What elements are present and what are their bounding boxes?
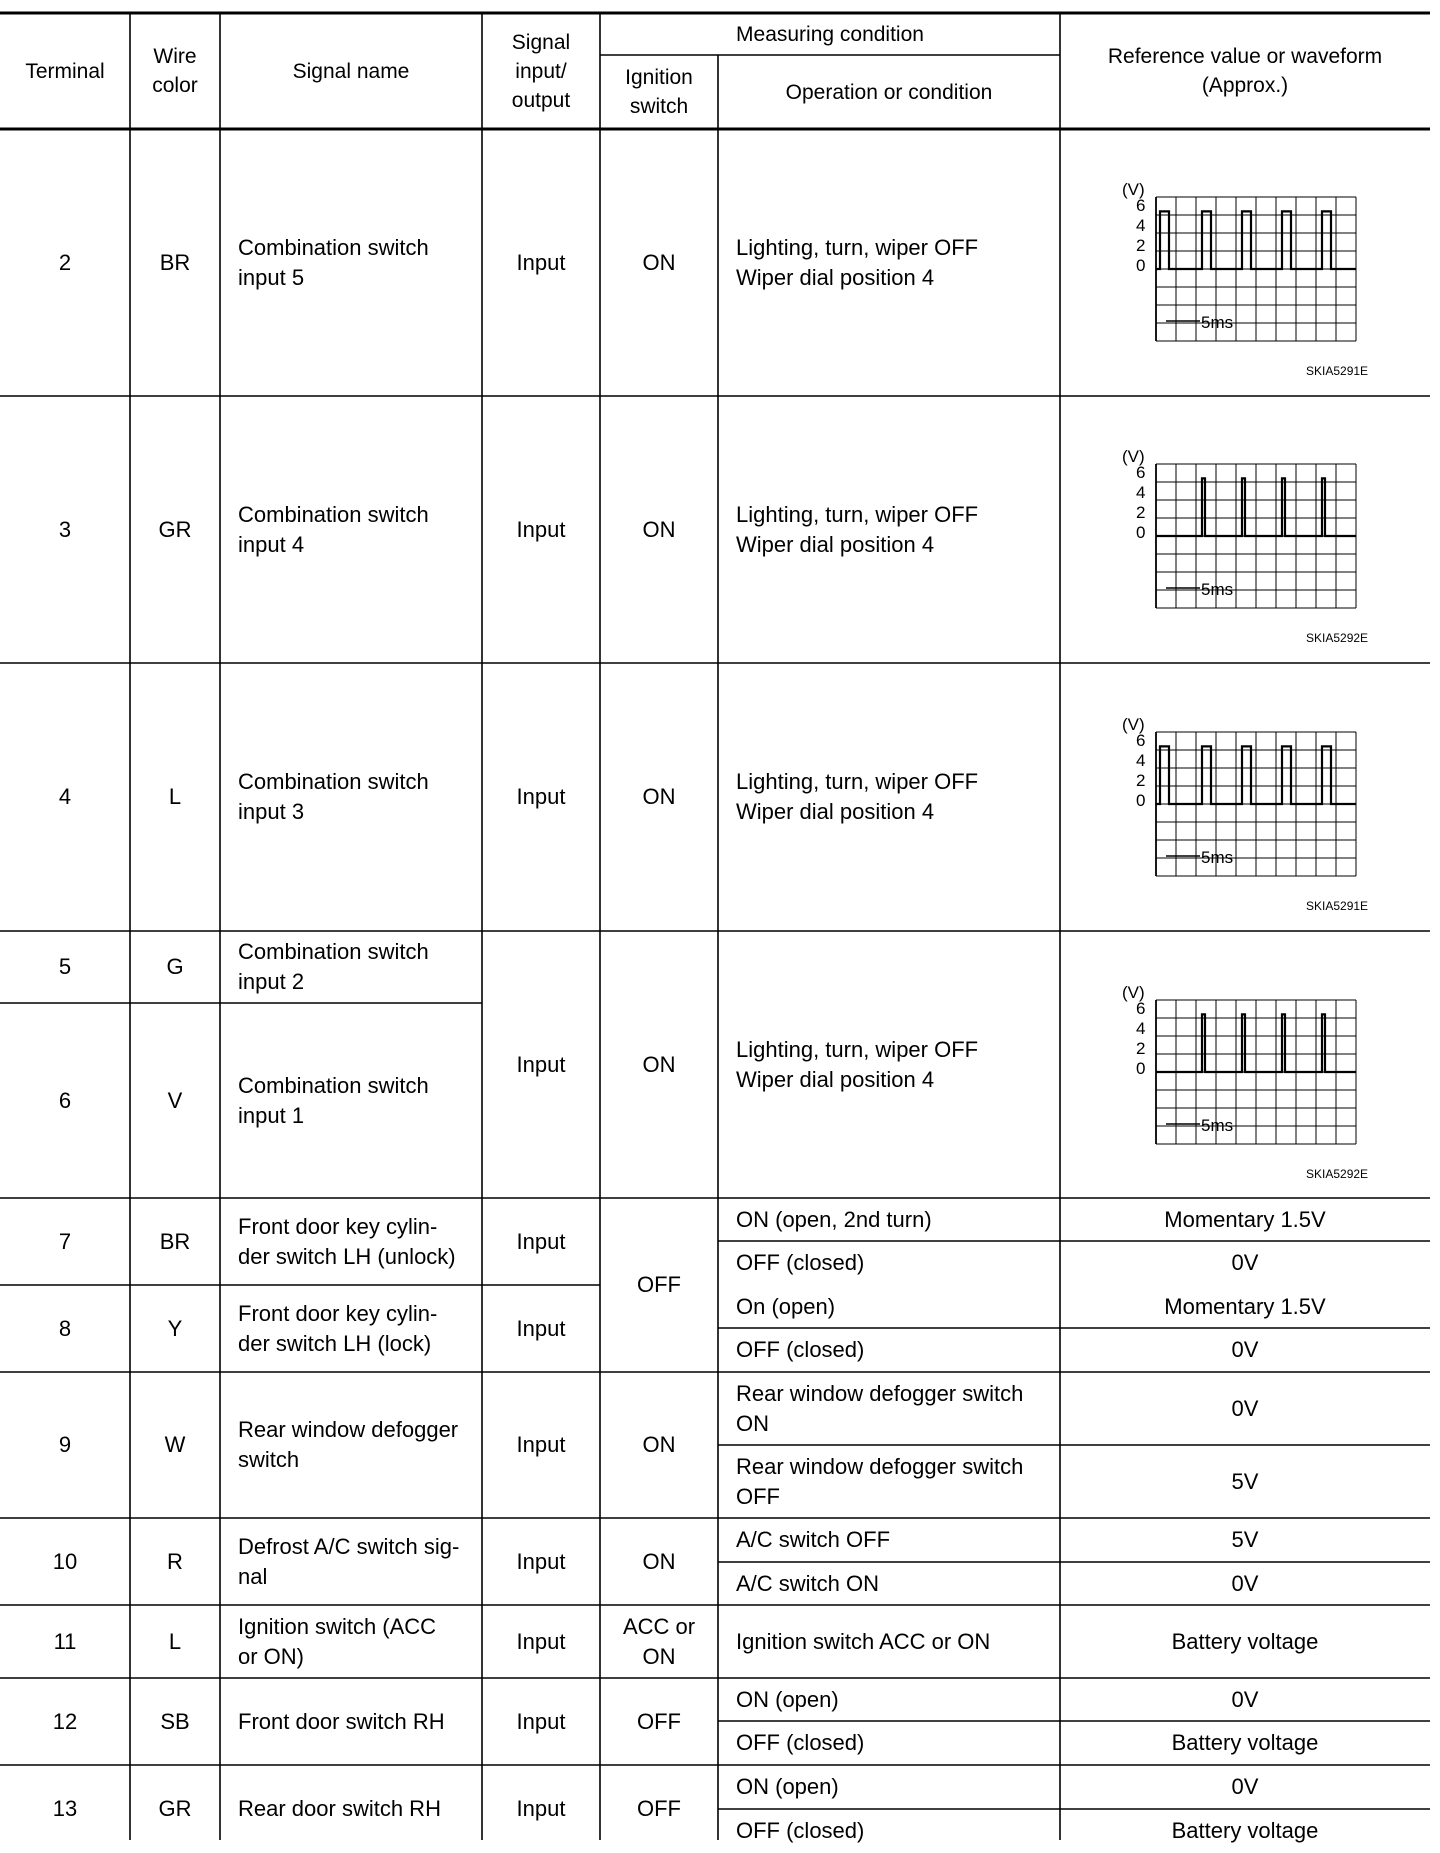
signal-io-cell: Input [516,249,566,275]
time-scale-label: 5ms [1201,580,1234,599]
signal-name-cell: Combination switch input 1 [238,1072,429,1128]
reference-cell: 0V [1231,1570,1259,1596]
terminal-cell: 9 [58,1432,72,1457]
signal-name-cell: Front door switch RH [238,1708,445,1734]
reference-cell: 0V [1231,1395,1259,1421]
figure-code: SKIA5291E [1306,364,1369,378]
header-operation: Operation or condition [785,80,993,104]
signal-name-cell: Rear door switch RH [238,1796,441,1821]
waveform-tick-label: 0 [1136,256,1146,275]
waveform-diagram [1110,442,1410,652]
ignition-cell: ON [642,784,676,809]
waveform-tick-label: 2 [1136,503,1146,522]
waveform-unit-label: (V) [1122,983,1145,1002]
operation-cell: Lighting, turn, wiper OFF Wiper dial position 4 [736,769,979,824]
signal-name-cell: Combination switch input 5 [238,234,429,290]
reference-cell: 5V [1231,1527,1259,1552]
ignition-cell: OFF [637,1708,681,1734]
waveform-tick-label: 6 [1136,731,1146,750]
header-terminal: Terminal [25,59,105,83]
ignition-cell: OFF [637,1272,681,1297]
waveform-tick-label: 2 [1136,236,1146,255]
operation-cell: Ignition switch ACC or ON [736,1628,991,1654]
terminal-cell: 3 [58,516,72,542]
waveform-tick-label: 6 [1136,463,1146,482]
figure-code: SKIA5291E [1306,899,1369,913]
operation-cell: A/C switch OFF [736,1527,891,1552]
operation-cell: Lighting, turn, wiper OFF Wiper dial position 4 [736,1036,979,1092]
figure-code: SKIA5292E [1306,1167,1369,1181]
terminal-cell: 4 [58,784,72,809]
time-scale-label: 5ms [1201,1116,1234,1135]
header-signal-name: Signal name [292,59,410,83]
operation-cell: Rear window defogger switch ON [736,1380,1024,1436]
signal-io-cell: Input [516,1228,566,1254]
reference-cell: 0V [1231,1686,1259,1712]
wire-color-cell: L [168,1628,182,1654]
operation-cell: A/C switch ON [736,1570,880,1596]
wire-color-cell: Y [167,1315,183,1341]
signal-io-cell: Input [516,784,566,809]
signal-io-cell: Input [516,1548,566,1574]
signal-io-cell: Input [516,1315,566,1341]
wire-color-cell: W [164,1432,186,1457]
terminal-cell: 10 [52,1548,78,1574]
signal-io-cell: Input [516,1051,566,1077]
terminal-cell: 12 [52,1708,78,1734]
waveform-diagram [1110,978,1410,1188]
operation-cell: ON (open) [736,1774,839,1799]
reference-cell: Battery voltage [1171,1730,1319,1755]
operation-cell: OFF (closed) [736,1730,865,1755]
waveform-tick-label: 2 [1136,771,1146,790]
waveform-tick-label: 4 [1136,483,1146,502]
wire-color-cell: R [167,1548,183,1574]
operation-cell: ON (open) [736,1686,839,1712]
wire-color-cell: G [166,954,184,979]
waveform-diagram [1110,175,1410,385]
waveform-diagram [1110,710,1410,920]
operation-cell: Lighting, turn, wiper OFF Wiper dial position 4 [736,501,979,557]
waveform-tick-label: 0 [1136,523,1146,542]
wire-color-cell: BR [159,1228,191,1254]
signal-io-cell: Input [516,1432,566,1457]
ignition-cell: ACC or ON [622,1613,696,1669]
waveform-tick-label: 6 [1136,999,1146,1018]
time-scale-label: 5ms [1201,848,1234,867]
operation-cell: ON (open, 2nd turn) [736,1206,932,1232]
ignition-cell: ON [642,1051,676,1077]
waveform-unit-label: (V) [1122,447,1145,466]
terminal-cell: 2 [58,249,72,275]
ignition-cell: OFF [637,1796,681,1821]
reference-cell: 0V [1231,1774,1259,1799]
terminal-cell: 6 [58,1087,72,1113]
wire-color-cell: GR [158,516,192,542]
operation-cell: Rear window defogger switch OFF [736,1453,1024,1509]
waveform-tick-label: 6 [1136,196,1146,215]
header-wire-color: Wire color [152,45,198,97]
wire-color-cell: SB [160,1708,190,1734]
signal-io-cell: Input [516,516,566,542]
reference-cell: Momentary 1.5V [1164,1293,1326,1319]
operation-cell: OFF (closed) [736,1250,865,1275]
waveform-tick-label: 4 [1136,1019,1146,1038]
terminal-cell: 8 [58,1315,72,1341]
operation-cell: OFF (closed) [736,1337,865,1362]
operation-cell: On (open) [736,1293,836,1319]
waveform-unit-label: (V) [1122,715,1145,734]
reference-cell: Battery voltage [1171,1818,1319,1843]
ignition-cell: ON [642,1548,676,1574]
signal-name-cell: Front door key cylin- der switch LH (lock) [238,1300,438,1356]
time-scale-label: 5ms [1201,313,1234,332]
terminal-cell: 5 [58,954,72,979]
reference-cell: 0V [1231,1337,1259,1362]
signal-name-cell: Ignition switch (ACC or ON) [238,1613,437,1669]
waveform-tick-label: 4 [1136,216,1146,235]
reference-cell: 0V [1231,1250,1259,1275]
signal-io-cell: Input [516,1796,566,1821]
wire-color-cell: GR [158,1796,192,1821]
signal-name-cell: Front door key cylin- der switch LH (unlock) [238,1213,456,1269]
reference-cell: Battery voltage [1171,1628,1319,1654]
waveform-tick-label: 2 [1136,1039,1146,1058]
header-ignition-switch: Ignition switch [625,66,693,118]
wire-color-cell: L [168,784,182,809]
waveform-unit-label: (V) [1122,180,1145,199]
waveform-tick-label: 0 [1136,791,1146,810]
operation-cell: Lighting, turn, wiper OFF Wiper dial position 4 [736,234,979,290]
reference-cell: 5V [1231,1468,1259,1494]
wire-color-cell: V [167,1087,183,1113]
header-signal-io: Signal input/ output [511,30,571,112]
waveform-tick-label: 4 [1136,751,1146,770]
ignition-cell: ON [642,249,676,275]
figure-code: SKIA5292E [1306,631,1369,645]
header-reference: Reference value or waveform (Approx.) [1107,45,1383,97]
reference-cell: Momentary 1.5V [1164,1206,1326,1232]
signal-io-cell: Input [516,1708,566,1734]
terminal-cell: 13 [52,1796,78,1821]
terminal-cell: 7 [58,1228,72,1254]
terminal-cell: 11 [53,1628,77,1654]
signal-name-cell: Combination switch input 2 [238,939,429,994]
wire-color-cell: BR [159,249,191,275]
signal-name-cell: Combination switch input 4 [238,501,429,557]
header-measuring-condition: Measuring condition [736,22,924,46]
ignition-cell: ON [642,516,676,542]
signal-name-cell: Defrost A/C switch sig- nal [238,1533,460,1589]
signal-io-cell: Input [516,1628,566,1654]
waveform-tick-label: 0 [1136,1059,1146,1078]
operation-cell: OFF (closed) [736,1818,865,1843]
signal-name-cell: Combination switch input 3 [238,769,429,824]
ignition-cell: ON [642,1432,676,1457]
signal-name-cell: Rear window defogger switch [238,1417,459,1472]
